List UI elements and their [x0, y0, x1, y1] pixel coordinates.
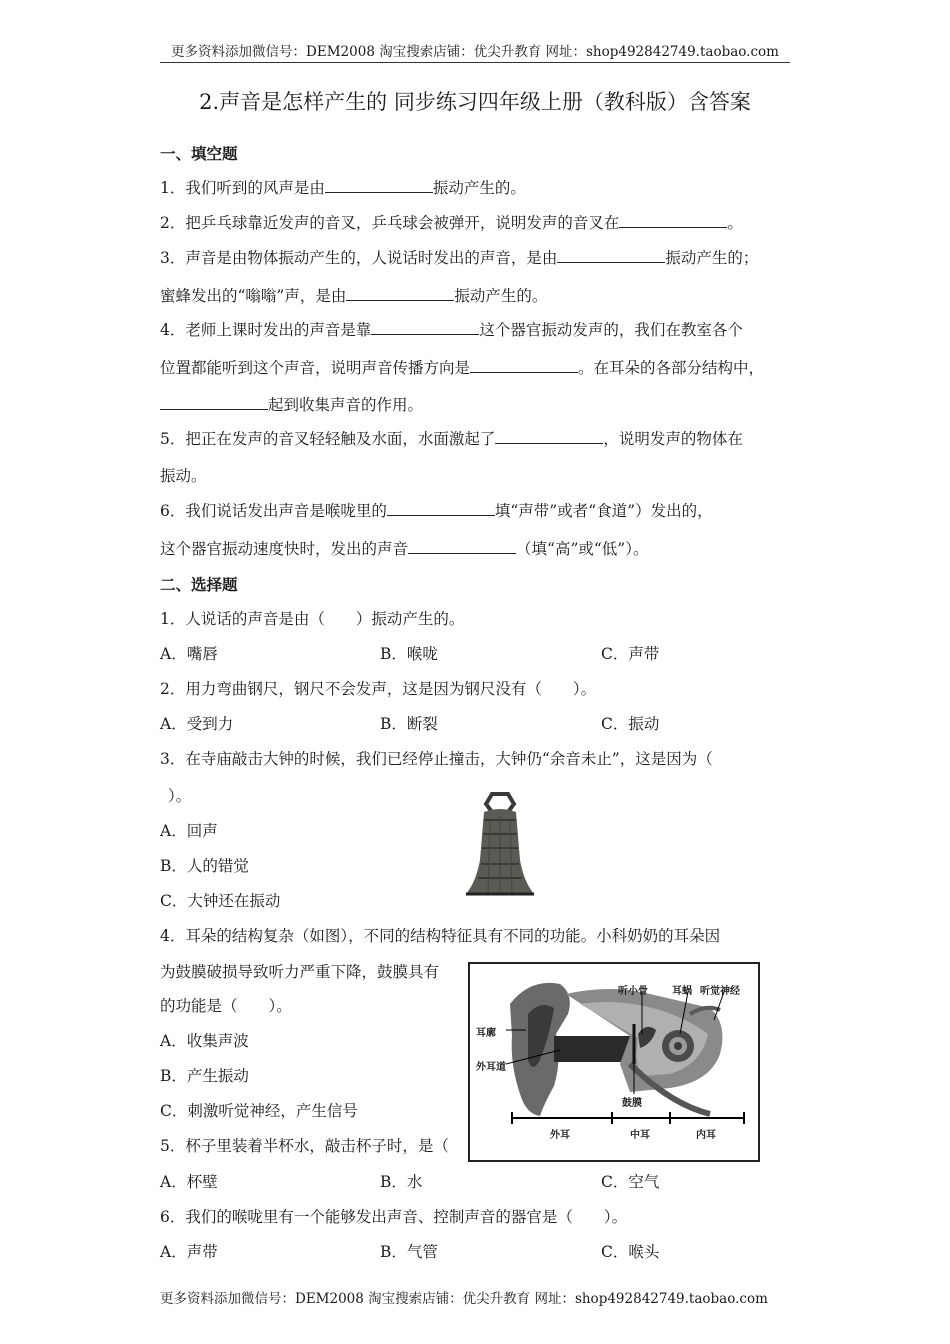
label-eardrum: 鼓膜 [622, 1098, 642, 1109]
option-c[interactable]: C．空气 [601, 1173, 660, 1191]
answer-blank[interactable] [387, 501, 495, 516]
answer-blank[interactable] [371, 320, 479, 335]
option-c[interactable]: C．大钟还在振动 [160, 892, 281, 910]
choice-question-3-cont: ）。 [168, 787, 192, 805]
fill-question-6 [160, 499, 713, 521]
choice-question-2: 2．用力弯曲钢尺，钢尺不会发声，这是因为钢尺没有（ ）。 [160, 680, 597, 698]
option-a[interactable]: A．回声 [160, 822, 218, 840]
option-b[interactable]: B．气管 [380, 1243, 438, 1261]
fill-question-4-cont [160, 356, 764, 378]
fill-question-4 [160, 318, 743, 340]
section-heading-choice: 二、选择题 [160, 576, 238, 594]
question-text: 4．老师上课时发出的声音是靠 [160, 321, 372, 339]
label-cochlea: 耳蜗 [672, 986, 692, 997]
label-outer-ear: 外耳 [550, 1130, 570, 1141]
fill-question-1 [160, 176, 526, 198]
fill-question-2 [160, 211, 743, 233]
option-c[interactable]: C．声带 [601, 645, 660, 663]
answer-blank[interactable] [619, 213, 727, 228]
choice-question-4-cont2: 的功能是（ ）。 [160, 997, 292, 1015]
option-c[interactable]: C．刺激听觉神经，产生信号 [160, 1102, 358, 1120]
label-pinna: 耳廓 [476, 1028, 496, 1039]
question-text: 1．我们听到的风声是由 [160, 179, 325, 197]
label-ossicles: 听小骨 [618, 986, 648, 997]
question-text: 振动产生的； [665, 249, 759, 267]
option-a[interactable]: A．受到力 [160, 715, 234, 733]
ear-structure-diagram [468, 962, 760, 1162]
bell-image [462, 790, 538, 902]
question-text: 振动产生的。 [432, 179, 526, 197]
choice-question-5: 5．杯子里装着半杯水，敲击杯子时，是（ [160, 1137, 449, 1155]
fill-question-5-cont [160, 464, 207, 486]
label-middle-ear: 中耳 [630, 1130, 650, 1141]
question-text: 3．声音是由物体振动产生的，人说话时发出的声音，是由 [160, 249, 558, 267]
page-header: 更多资料添加微信号：DEM2008 淘宝搜索店铺：优尖升教育 网址：shop492842749.taobao.com [160, 40, 790, 63]
fill-question-3 [160, 246, 758, 268]
option-b[interactable]: B．断裂 [380, 715, 438, 733]
question-text: 振动。 [160, 467, 207, 485]
label-ear-canal: 外耳道 [476, 1062, 506, 1073]
option-c[interactable]: C．振动 [601, 715, 660, 733]
option-b[interactable]: B．人的错觉 [160, 857, 249, 875]
fill-question-5 [160, 427, 743, 449]
answer-blank[interactable] [495, 429, 603, 444]
page-title: 2.声音是怎样产生的 同步练习四年级上册（教科版）含答案 [199, 90, 751, 114]
question-text: 这个器官振动速度快时，发出的声音 [160, 540, 409, 558]
question-text: 5．把正在发声的音叉轻轻触及水面，水面激起了 [160, 430, 496, 448]
question-text: 起到收集声音的作用。 [268, 396, 424, 414]
question-text: ，说明发声的物体在 [603, 430, 743, 448]
question-text: 蜜蜂发出的“嗡嗡”声，是由 [160, 287, 347, 305]
option-a[interactable]: A．收集声波 [160, 1032, 249, 1050]
question-text: （填“高”或“低”）。 [516, 540, 649, 558]
option-b[interactable]: B．喉咙 [380, 645, 438, 663]
answer-blank[interactable] [557, 248, 665, 263]
label-auditory-nerve: 听觉神经 [700, 986, 740, 997]
option-b[interactable]: B．产生振动 [160, 1067, 249, 1085]
question-text: 6．我们说话发出声音是喉咙里的 [160, 502, 387, 520]
question-text: 填“声带”或者“食道”）发出的， [494, 502, 713, 520]
answer-blank[interactable] [346, 286, 454, 301]
answer-blank[interactable] [408, 539, 516, 554]
answer-blank[interactable] [160, 395, 268, 410]
question-text: 。 [727, 214, 743, 232]
question-text: 。在耳朵的各部分结构中， [578, 359, 765, 377]
label-inner-ear: 内耳 [696, 1130, 716, 1141]
option-a[interactable]: A．嘴唇 [160, 645, 218, 663]
option-c[interactable]: C．喉头 [601, 1243, 660, 1261]
section-heading-fill: 一、填空题 [160, 145, 238, 163]
page-footer: 更多资料添加微信号：DEM2008 淘宝搜索店铺：优尖升教育 网址：shop492842749.taobao.com [160, 1291, 768, 1307]
fill-question-4-cont2 [160, 393, 423, 415]
option-a[interactable]: A．声带 [160, 1243, 218, 1261]
question-text: 位置都能听到这个声音，说明声音传播方向是 [160, 359, 471, 377]
question-text: 振动产生的。 [454, 287, 548, 305]
choice-question-4-cont: 为鼓膜破损导致听力严重下降，鼓膜具有 [160, 963, 440, 981]
fill-question-3-cont [160, 284, 547, 306]
answer-blank[interactable] [325, 178, 433, 193]
question-text: 2．把乒乓球靠近发声的音叉，乒乓球会被弹开，说明发声的音叉在 [160, 214, 620, 232]
choice-question-4: 4．耳朵的结构复杂（如图），不同的结构特征具有不同的功能。小科奶奶的耳朵因 [160, 927, 721, 945]
choice-question-1: 1．人说话的声音是由（ ）振动产生的。 [160, 610, 465, 628]
choice-question-3: 3．在寺庙敲击大钟的时候，我们已经停止撞击，大钟仍“余音未止”，这是因为（ [160, 750, 713, 768]
answer-blank[interactable] [470, 358, 578, 373]
option-b[interactable]: B．水 [380, 1173, 423, 1191]
choice-question-6: 6．我们的喉咙里有一个能够发出声音、控制声音的器官是（ ）。 [160, 1208, 628, 1226]
option-a[interactable]: A．杯壁 [160, 1173, 218, 1191]
fill-question-6-cont [160, 537, 648, 559]
question-text: 这个器官振动发声的，我们在教室各个 [479, 321, 743, 339]
